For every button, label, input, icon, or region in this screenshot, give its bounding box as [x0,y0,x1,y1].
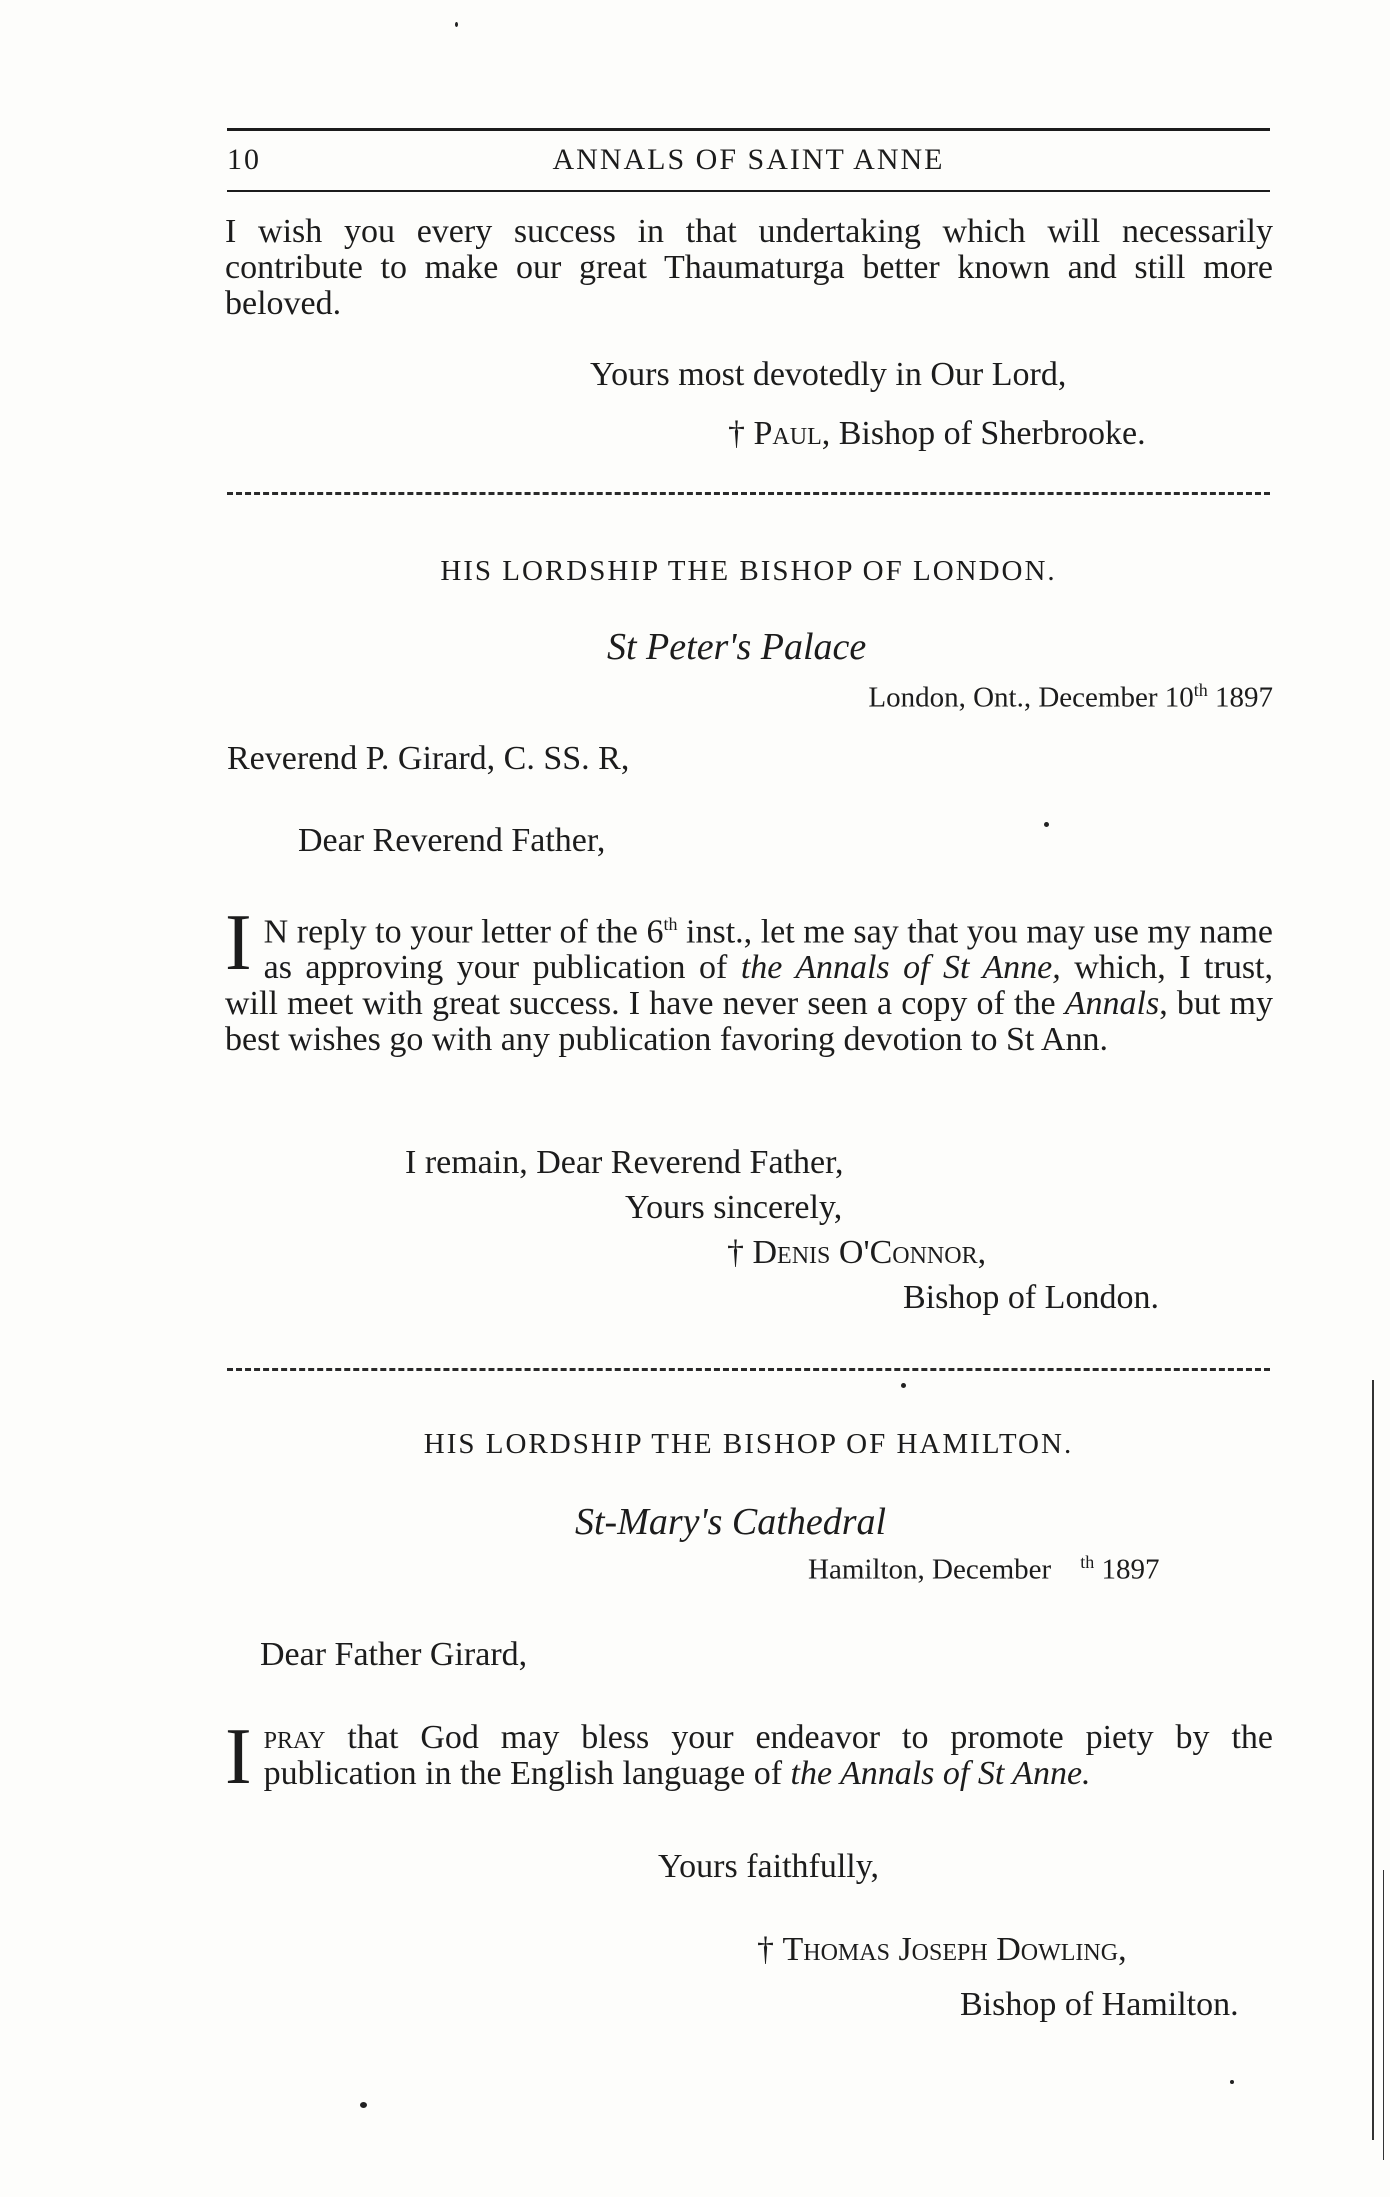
body-superscript: th [663,914,678,934]
date-year: 1897 [1207,681,1273,714]
letter2-closing1: I remain, Dear Reverend Father, [405,1144,844,1181]
lead-in: pray [263,1719,326,1756]
date-superscript: th [1080,1552,1095,1572]
body-text: reply to your letter of the 6 [288,913,664,951]
letter3-body [225,1713,1273,1801]
letter2-closing2: Yours sincerely, [625,1189,843,1226]
signature-name: Paul [753,415,822,452]
letter2-salutation: Dear Reverend Father, [298,822,606,859]
signature-title: , Bishop of Sherbrooke. [821,415,1146,452]
letter2-signature-title: Bishop of London. [903,1279,1159,1316]
scan-speck [360,2102,367,2108]
letter2-heading: HIS LORDSHIP THE BISHOP OF LONDON. [440,555,1057,587]
body-text: inst., let me say that you may use my name as approving your publication of [263,913,1273,987]
letter2-place: St Peter's Palace [607,626,867,668]
scan-speck [1230,2080,1234,2084]
section-divider [227,1368,1270,1371]
letter1-body: I wish you every success in that undertaking which will necessarily contribute to make our great Thaumaturga better known and still more beloved. [225,213,1273,322]
cross-symbol: † [728,415,745,452]
letter3-salutation: Dear Father Girard, [260,1636,528,1673]
cross-symbol: † [727,1234,744,1271]
letter3-signature-title: Bishop of Hamilton. [960,1986,1239,2023]
scan-speck [455,22,458,27]
running-title: ANNALS OF SAINT ANNE [552,143,945,176]
drop-cap: I [225,1713,252,1801]
running-head [227,143,1270,183]
section-divider [227,492,1270,495]
header-rule [227,190,1270,192]
body-italic: the Annals of St Anne, [740,949,1061,987]
letter3-date [808,1552,1159,1587]
letter1-closing: Yours most devotedly in Our Lord, [590,356,1067,393]
signature-name: Denis O'Connor [752,1234,978,1271]
top-rule [227,128,1270,131]
signature-comma: , [977,1234,987,1271]
page-number: 10 [227,143,261,176]
body-text: which, I trust, will meet with great success. I have never seen a copy of the [225,949,1274,1023]
letter3-heading: HIS LORDSHIP THE BISHOP OF HAMILTON. [423,1428,1074,1460]
letter3-place: St-Mary's Cathedral [575,1501,887,1543]
date-text: London, Ont., December 10 [868,681,1194,714]
body-italic: the Annals of St Anne. [790,1755,1091,1792]
letter2-addressee: Reverend P. Girard, C. SS. R, [227,740,630,777]
scan-speck [901,1383,906,1388]
cross-symbol: † [757,1931,774,1968]
letter3-closing: Yours faithfully, [658,1848,880,1885]
drop-cap: I [225,899,252,987]
signature-name: Thomas Joseph Dowling [782,1931,1119,1968]
letter2-signature [727,1233,986,1273]
scan-edge-line [1372,1380,1374,2140]
scan-edge-line [1383,1870,1384,2160]
body-text: , but my best wishes go with any publication favoring devotion to St Ann. [225,985,1273,1059]
scan-speck [1044,822,1049,827]
date-superscript: th [1193,680,1208,700]
body-text: that God may bless your endeavor to promote piety by the publication in the English language of [263,1719,1273,1792]
letter2-body [225,899,1274,1059]
letter3-signature [757,1930,1127,1970]
letter1-signature [728,414,1146,454]
signature-comma: , [1118,1931,1127,1968]
date-year: 1897 [1094,1553,1160,1586]
lead-in: N [263,913,289,951]
date-text: Hamilton, December [808,1553,1052,1586]
letter2-date [868,680,1273,715]
body-italic: Annals [1064,985,1160,1023]
